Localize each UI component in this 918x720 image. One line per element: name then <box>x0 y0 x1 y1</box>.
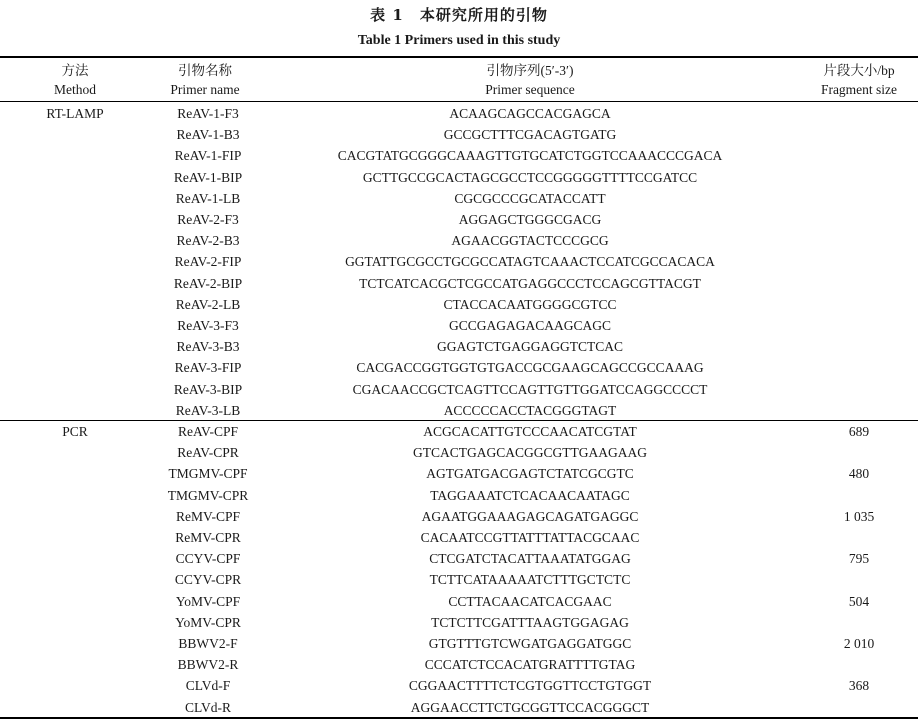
primer-name-cell: CCYV-CPR <box>174 572 242 588</box>
table-row <box>0 633 918 654</box>
table-row <box>0 421 918 442</box>
primer-name-cell: ReAV-CPF <box>177 424 239 439</box>
primer-sequence-cell: AGAACGGTACTCCCGCG <box>451 233 609 249</box>
primer-sequence-cell: CGCGCCCGCATACCATT <box>454 190 606 206</box>
top-rule <box>0 56 918 58</box>
primer-sequence-cell: ACCCCCACCTACGGGTAGT <box>443 402 617 418</box>
primer-sequence-cell: AGGAACCTTCTGCGGTTCCACGGGCT <box>410 699 650 715</box>
table-row <box>0 273 918 294</box>
primer-sequence-cell: CGACAACCGCTCAGTTCCAGTTGTTGGATCCAGGCCCCT <box>352 381 708 397</box>
header-method-cn: 方法 <box>61 63 89 78</box>
header-seq-en: Primer sequence <box>485 82 575 97</box>
table-row <box>0 569 918 590</box>
table-row <box>0 145 918 166</box>
table-title-cn: 表 1 本研究所用的引物 <box>370 6 548 24</box>
primer-sequence-cell: GCTTGCCGCACTAGCGCCTCCGGGGGTTTTCCGATCC <box>362 169 698 185</box>
fragment-size-cell: 689 <box>848 424 870 439</box>
primer-sequence-cell: TCTCTTCGATTTAAGTGGAGAG <box>431 614 629 630</box>
primer-name-cell: ReAV-3-LB <box>175 402 241 418</box>
primer-sequence-cell: CTACCACAATGGGGCGTCC <box>443 296 617 312</box>
primer-sequence-cell: CACGACCGGTGGTGTGACCGCGAAGCAGCCGCCAAAG <box>356 360 704 376</box>
primer-name-cell: TMGMV-CPR <box>167 487 249 503</box>
primer-name-cell: ReAV-2-F3 <box>177 212 239 227</box>
table-row <box>0 548 918 569</box>
primer-sequence-cell: GGAGTCTGAGGAGGTCTCAC <box>437 339 623 355</box>
table-row <box>0 697 918 718</box>
primer-name-cell: YoMV-CPR <box>175 614 241 630</box>
table-row <box>0 675 918 696</box>
primer-sequence-cell: TCTCATCACGCTCGCCATGAGGCCCTCCAGCGTTACGT <box>359 275 701 291</box>
primer-sequence-cell: ACAAGCAGCCACGAGCA <box>449 106 611 121</box>
table-row <box>0 612 918 633</box>
table-row <box>0 357 918 378</box>
primer-sequence-cell: CACAATCCGTTATTTATTACGCAAC <box>420 530 640 545</box>
header-size-cn: 片段大小/bp <box>823 63 895 78</box>
primer-name-cell: ReAV-2-B3 <box>176 233 240 249</box>
table-row <box>0 209 918 230</box>
primer-sequence-cell: CGGAACTTTTCTCGTGGTTCCTGTGGT <box>408 678 652 694</box>
primer-sequence-cell: TCTTCATAAAAATCTTTGCTCTC <box>429 572 631 588</box>
primer-sequence-cell: CACGTATGCGGGCAAAGTTGTGCATCTGGTCCAAACCCGACA <box>337 148 723 164</box>
table-row <box>0 506 918 527</box>
primer-name-cell: CCYV-CPF <box>175 551 241 567</box>
header-method-en: Method <box>54 82 96 97</box>
table-row <box>0 591 918 612</box>
primer-name-cell: ReAV-2-FIP <box>174 254 242 270</box>
table-row <box>0 400 918 421</box>
table-row <box>0 379 918 400</box>
table-row <box>0 294 918 315</box>
primer-name-cell: ReAV-1-BIP <box>173 169 243 185</box>
group-divider-rule <box>0 420 918 421</box>
table-row <box>0 167 918 188</box>
bottom-rule <box>0 717 918 719</box>
table-row <box>0 103 918 124</box>
table-title-en: Table 1 Primers used in this study <box>357 33 561 48</box>
primer-name-cell: ReAV-1-FIP <box>174 148 242 164</box>
table-row <box>0 188 918 209</box>
table-row <box>0 654 918 675</box>
primer-name-cell: ReMV-CPR <box>175 530 241 545</box>
fragment-size-cell: 2 010 <box>843 636 875 651</box>
primer-name-cell: ReAV-1-B3 <box>176 127 240 143</box>
primer-sequence-cell: AGAATGGAAAGAGCAGATGAGGC <box>421 508 639 524</box>
primer-sequence-cell: CTCGATCTACATTAAATATGGAG <box>429 551 631 567</box>
header-name-en: Primer name <box>170 82 240 97</box>
primer-name-cell: CLVd-F <box>185 678 231 694</box>
primer-sequence-cell: GTCACTGAGCACGGCGTTGAAGAAG <box>413 445 647 461</box>
table-row <box>0 485 918 506</box>
table-row <box>0 336 918 357</box>
primer-name-cell: BBWV2-F <box>178 636 238 651</box>
primer-name-cell: YoMV-CPF <box>175 593 241 609</box>
primer-name-cell: ReMV-CPF <box>175 508 241 524</box>
table-row <box>0 315 918 336</box>
primer-sequence-cell: TAGGAAATCTCACAACAATAGC <box>430 487 630 503</box>
table-row <box>0 251 918 272</box>
fragment-size-cell: 368 <box>848 678 870 694</box>
primer-sequence-cell: GGTATTGCGCCTGCGCCATAGTCAAACTCCATCGCCACACA <box>345 254 715 270</box>
primer-sequence-cell: GTGTTTGTCWGATGAGGATGGC <box>428 636 632 651</box>
primer-name-cell: ReAV-CPR <box>177 445 239 461</box>
header-rule <box>0 101 918 102</box>
primer-name-cell: ReAV-3-F3 <box>177 318 239 333</box>
primer-name-cell: ReAV-1-LB <box>175 190 241 206</box>
primer-name-cell: ReAV-2-BIP <box>173 275 243 291</box>
primer-sequence-cell: AGGAGCTGGGCGACG <box>458 212 602 227</box>
header-size-en: Fragment size <box>820 82 898 97</box>
primer-name-cell: BBWV2-R <box>177 657 239 673</box>
primer-sequence-cell: AGTGATGACGAGTCTATCGCGTC <box>426 466 634 482</box>
fragment-size-cell: 1 035 <box>843 508 875 524</box>
method-cell: PCR <box>62 424 88 439</box>
header-name-cn: 引物名称 <box>178 63 232 78</box>
method-cell: RT-LAMP <box>46 106 104 121</box>
primer-name-cell: ReAV-3-FIP <box>174 360 242 376</box>
primer-name-cell: ReAV-2-LB <box>175 296 241 312</box>
table-row <box>0 527 918 548</box>
primer-name-cell: ReAV-1-F3 <box>177 106 239 121</box>
primer-sequence-cell: GCCGAGAGACAAGCAGC <box>448 318 611 333</box>
table-row <box>0 124 918 145</box>
primer-name-cell: ReAV-3-B3 <box>176 339 240 355</box>
primer-name-cell: ReAV-3-BIP <box>173 381 243 397</box>
table-row <box>0 442 918 463</box>
fragment-size-cell: 795 <box>848 551 870 567</box>
fragment-size-cell: 480 <box>848 466 870 482</box>
fragment-size-cell: 504 <box>848 593 870 609</box>
header-seq-cn: 引物序列(5′-3′) <box>486 63 574 78</box>
primer-sequence-cell: CCTTACAACATCACGAAC <box>448 593 612 609</box>
primer-name-cell: CLVd-R <box>184 699 231 715</box>
primer-sequence-cell: ACGCACATTGTCCCAACATCGTAT <box>423 424 637 439</box>
table-row <box>0 463 918 484</box>
table-row <box>0 230 918 251</box>
primer-sequence-cell: CCCATCTCCACATGRATTTTGTAG <box>424 657 636 673</box>
primer-name-cell: TMGMV-CPF <box>168 466 248 482</box>
primer-sequence-cell: GCCGCTTTCGACAGTGATG <box>443 127 617 143</box>
